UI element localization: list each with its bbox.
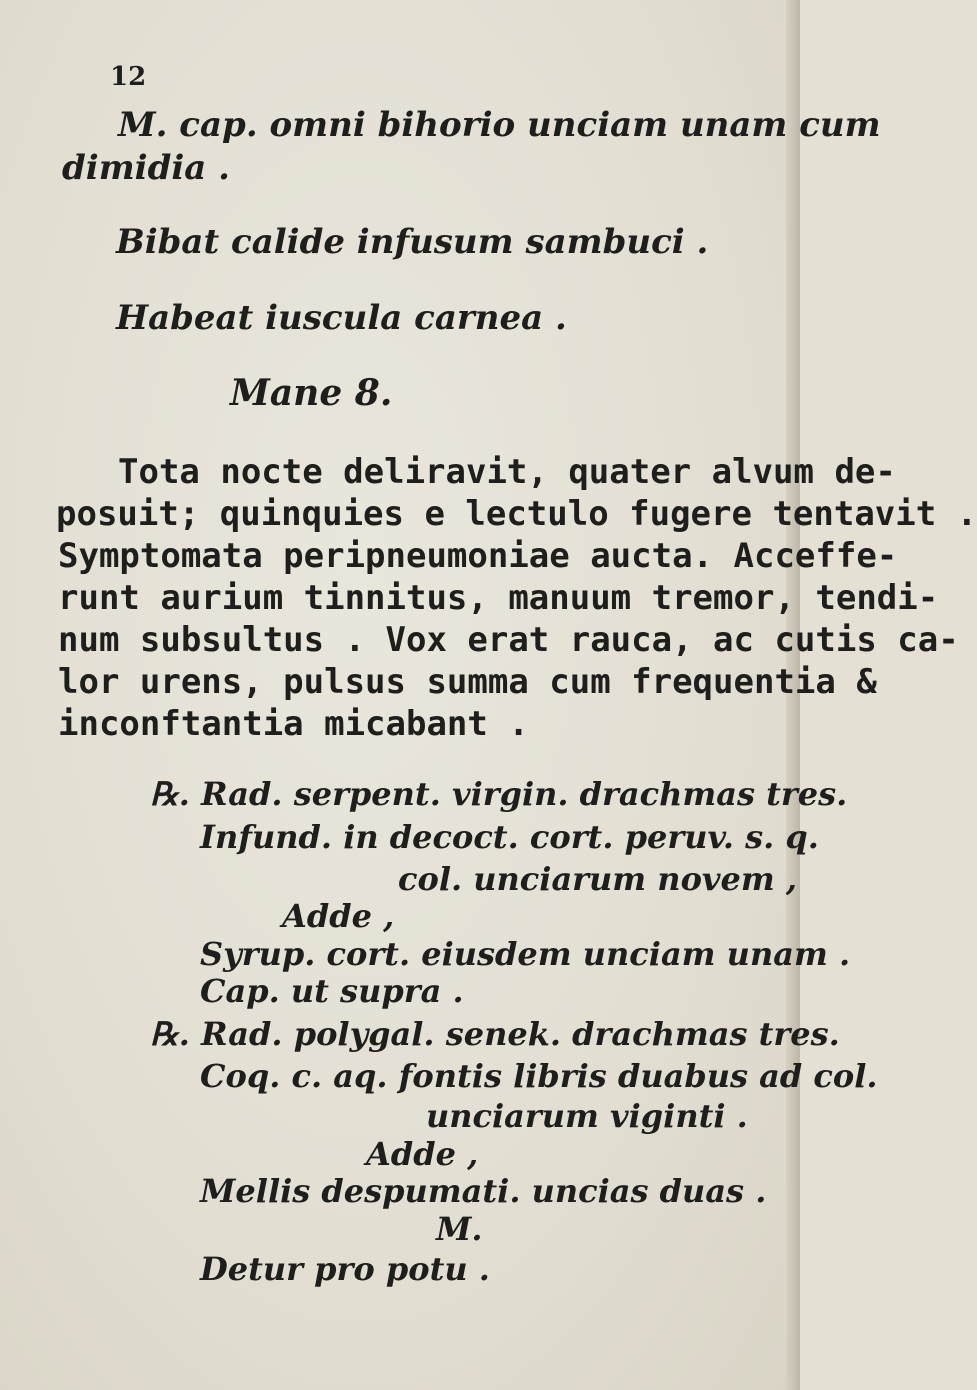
text-line: M. cap. omni bihorio unciam unam cum [118, 105, 881, 145]
paragraph-line: Tota nocte deliravit, quater alvum de- [118, 452, 896, 492]
text-line: dimidia . [62, 148, 230, 188]
recipe-line: Syrup. cort. eiusdem unciam unam . [200, 935, 851, 973]
text-line: Bibat calide infusum sambuci . [116, 222, 709, 262]
recipe-line: M. [436, 1210, 483, 1248]
paragraph-line: posuit; quinquies e lectulo fugere tentavit . [56, 494, 977, 534]
recipe-line: Adde , [366, 1135, 479, 1173]
recipe-line: col. unciarum novem , [398, 860, 797, 898]
recipe-line: unciarum viginti . [426, 1097, 748, 1135]
recipe-line: Adde , [282, 897, 395, 935]
recipe-line: Coq. c. aq. fontis libris duabus ad col. [200, 1057, 878, 1095]
page-number: 12 [110, 62, 147, 92]
paragraph-line: lor urens, pulsus summa cum frequentia & [58, 662, 877, 702]
recipe-line: Detur pro potu . [200, 1250, 490, 1288]
section-heading: Mane 8. [230, 372, 393, 414]
paragraph-line: inconftantia micabant . [58, 704, 529, 744]
recipe-line: Infund. in decoct. cort. peruv. s. q. [200, 818, 819, 856]
recipe-line: ℞. Rad. serpent. virgin. drachmas tres. [150, 775, 848, 813]
paragraph-line: runt aurium tinnitus, manuum tremor, tendi- [58, 578, 939, 618]
recipe-line: ℞. Rad. polygal. senek. drachmas tres. [150, 1015, 840, 1053]
paragraph-line: Symptomata peripneumoniae aucta. Acceffe- [58, 536, 898, 576]
text-line: Habeat iuscula carnea . [116, 298, 567, 338]
recipe-line: Mellis despumati. uncias duas . [200, 1172, 767, 1210]
recipe-line: Cap. ut supra . [200, 972, 464, 1010]
paragraph-line: num subsultus . Vox erat rauca, ac cutis ca- [58, 620, 959, 660]
